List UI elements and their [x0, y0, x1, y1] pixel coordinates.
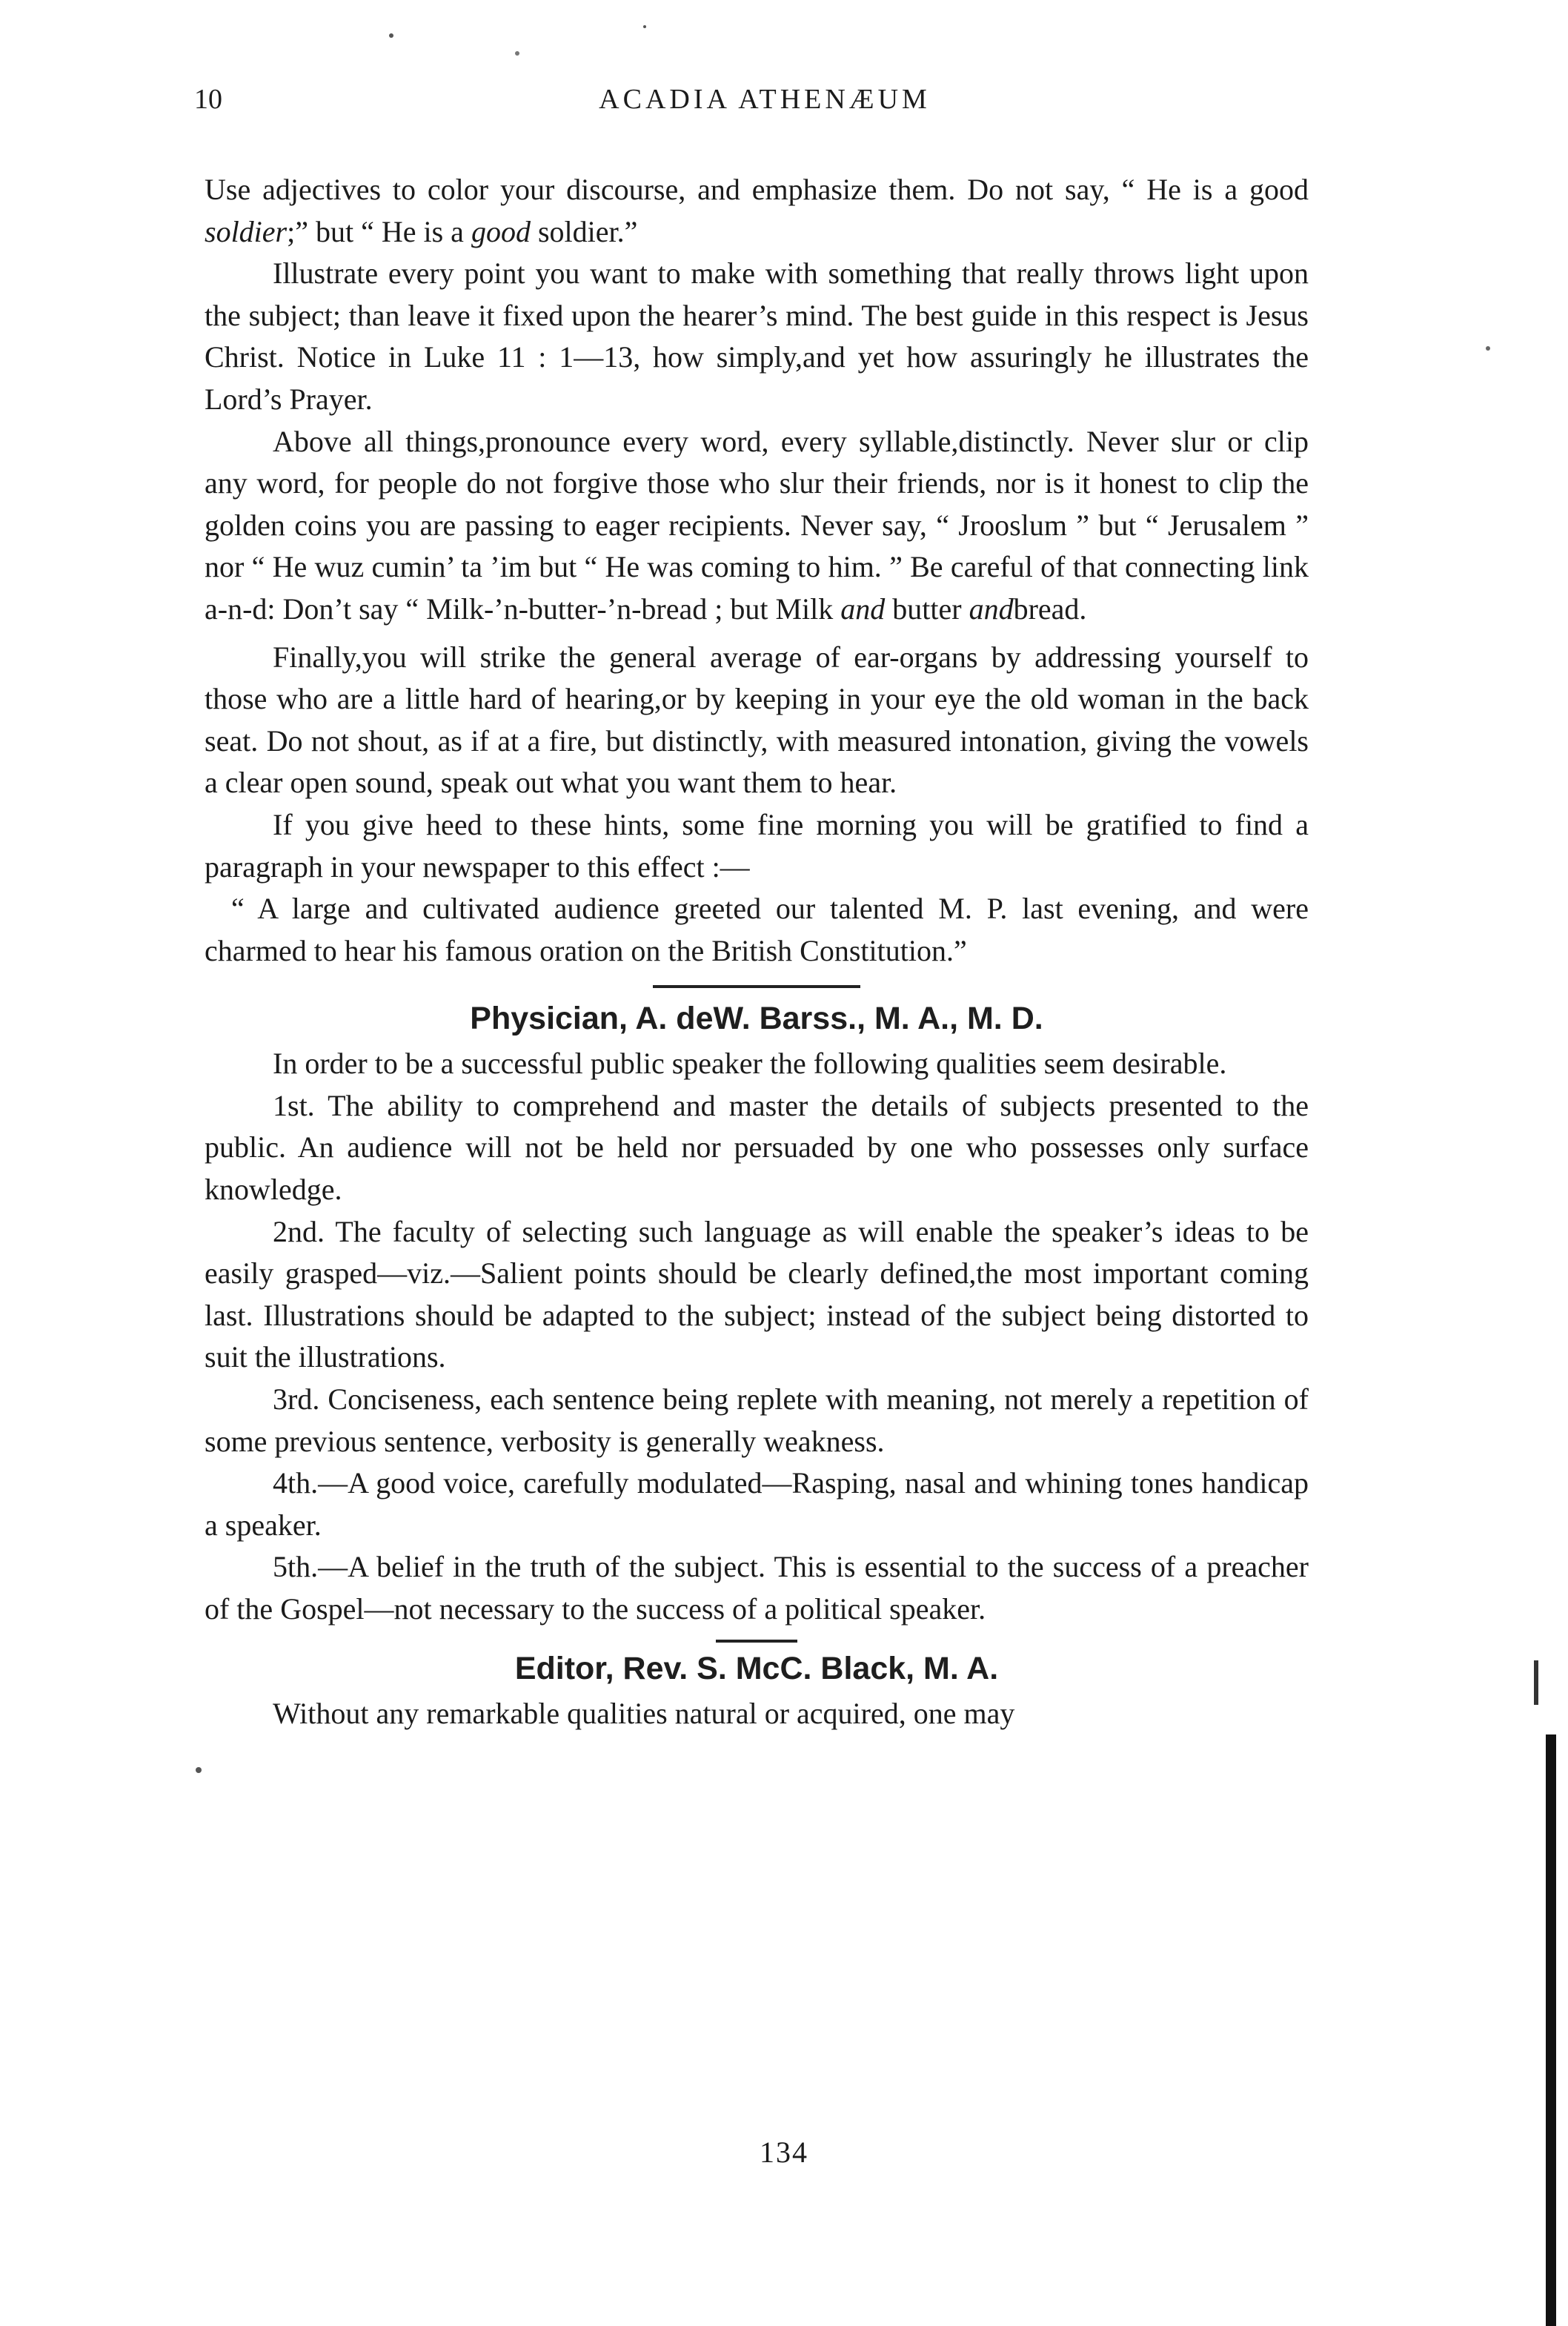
text-run: Above all things,pronounce every word, every syllable,distinctly. Never slur or clip any word, for people do not forgive those who slur their friends, nor is it honest to clip the golden coins you are passing to eager recipients. Never say, “ Jrooslum ” but “ Jerusalem ” nor “ He wuz cumin’ ta ’im but “ He was coming to him. ” Be careful of that connecting link a-n-d: Don’t say “ Milk-’n-butter-’n-bread ; but Milk [205, 424, 1309, 626]
list-item: 4th.—A good voice, carefully modulated—Rasping, nasal and whining tones handicap a speaker. [205, 1466, 1309, 1542]
page-header [194, 83, 1335, 127]
section-divider [716, 1640, 797, 1643]
paragraph-adjectives [205, 169, 1309, 253]
running-head: ACADIA ATHENÆUM [599, 84, 931, 115]
list-item: 5th.—A belief in the truth of the subject. This is essential to the success of a preacher of the Gospel—not necessary to the success of a political speaker. [205, 1550, 1309, 1626]
section-divider [653, 985, 860, 988]
text-run: Use adjectives to color your discourse, and emphasize them. Do not say, “ He is a good [205, 173, 1309, 206]
scan-edge-bar [1546, 1734, 1556, 2326]
page-number: 10 [194, 84, 222, 115]
list-item: 2nd. The faculty of selecting such language as will enable the speaker’s ideas to be easily grasped—viz.—Salient points should be clearly defined,the most important coming last. Illustrations should be adapted to the subject; instead of the subject being distorted to suit the illustrations. [205, 1214, 1309, 1374]
list-item: 1st. The ability to comprehend and master the details of subjects presented to the public. An audience will not be held nor persuaded by one who possesses only surface knowledge. [205, 1088, 1309, 1207]
paragraph-illustrate: Illustrate every point you want to make with something that really throws light upon the subject; than leave it fixed upon the hearer’s mind. The best guide in this respect is Jesus Christ. Notice in Luke 11 : 1—13, how simply,and yet how assuringly he illustrates the Lord’s Prayer. [205, 256, 1309, 416]
section-heading-physician: Physician, A. deW. Barss., M. A., M. D. [470, 1001, 1043, 1037]
text-column [205, 169, 1309, 1734]
scan-edge-mark [1534, 1660, 1538, 1705]
italic-run: good [471, 214, 531, 248]
section-heading-editor: Editor, Rev. S. McC. Black, M. A. [514, 1650, 999, 1686]
italic-run: soldier [205, 214, 288, 248]
paragraph-quote: “ A large and cultivated audience greeted our talented M. P. last evening, and were charmed to hear his famous oration on the British Constitution.” [205, 892, 1309, 967]
italic-run: and [969, 592, 1014, 626]
paragraph-hints: If you give heed to these hints, some fine morning you will be gratified to find a paragraph in your newspaper to this effect :— [205, 807, 1309, 884]
list-item: 3rd. Conciseness, each sentence being replete with meaning, not merely a repetition of some previous sentence, verbosity is generally weakness. [205, 1382, 1309, 1458]
paragraph-finally: Finally,you will strike the general average of ear-organs by addressing yourself to those who are a little hard of hearing,or by keeping in your eye the old woman in the back seat. Do not shout, as if at a fire, but distinctly, with measured intonation, giving the vowels a clear open sound, speak out what you want them to hear. [205, 640, 1309, 800]
paragraph-pronounce [205, 421, 1309, 631]
text-run: bread. [1013, 592, 1087, 626]
text-run: soldier.” [530, 214, 638, 248]
italic-run: and [840, 592, 886, 626]
paragraph-intro-editor: Without any remarkable qualities natural or acquired, one may [273, 1696, 1015, 1730]
text-run: ;” but “ He is a [287, 214, 471, 248]
paragraph-intro-physician: In order to be a successful public speaker the following qualities seem desirable. [273, 1047, 1227, 1081]
page-folio: 134 [760, 2136, 808, 2169]
text-run: butter [885, 592, 969, 626]
